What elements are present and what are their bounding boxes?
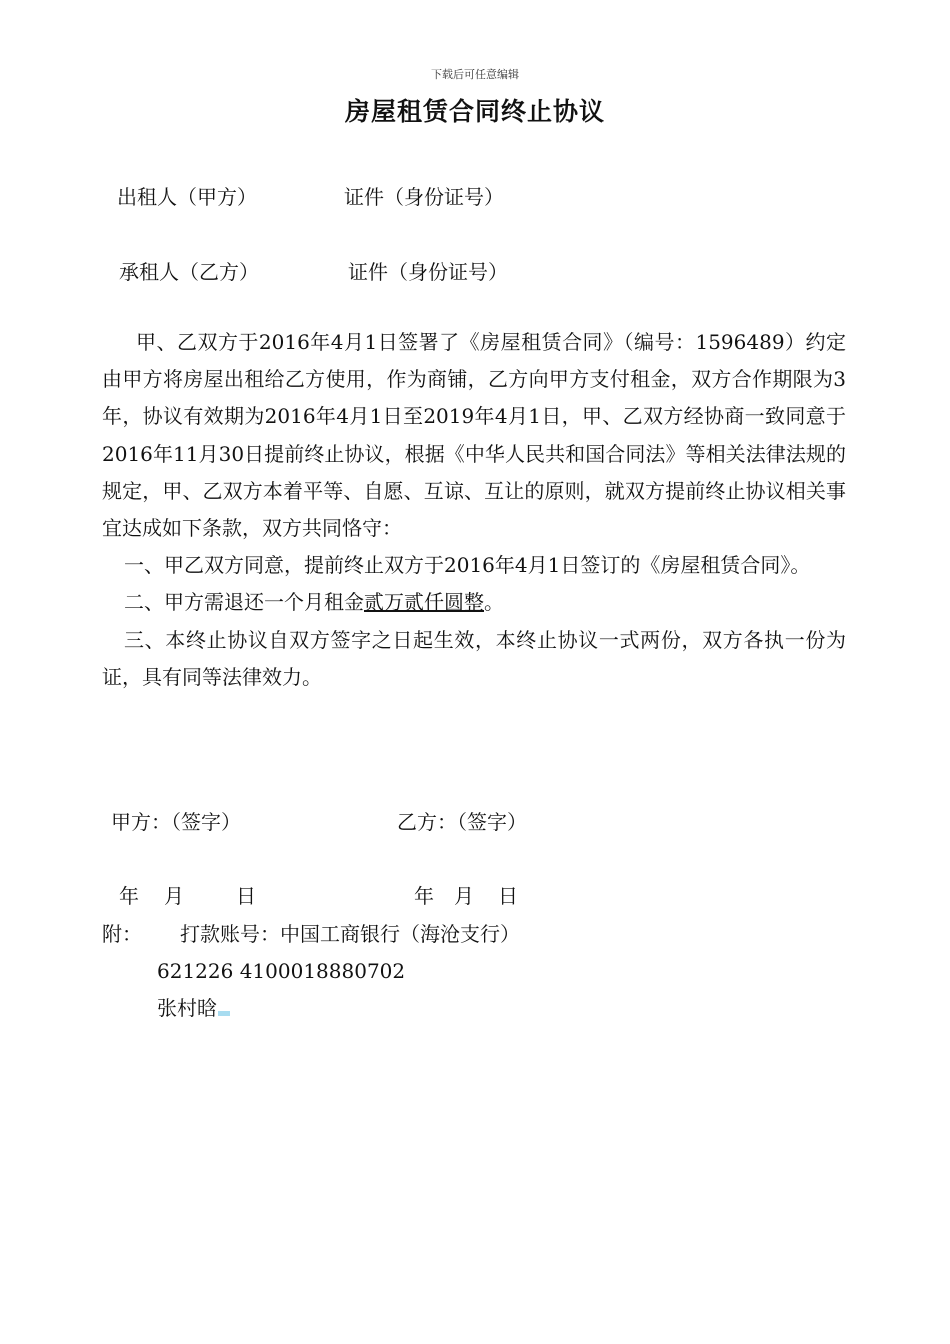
lessor-label: 出租人（甲方）	[117, 185, 257, 209]
appendix-label: 附：	[102, 922, 142, 946]
account-name-line	[102, 990, 520, 1027]
lessee-label: 承租人（乙方）	[119, 260, 259, 284]
bank-account-info: 打款账号：中国工商银行（海沧支行）	[180, 922, 520, 946]
intro-paragraph: 甲、乙双方于2016年4月1日签署了《房屋租赁合同》（编号：1596489）约定由甲方将房屋出租给乙方使用，作为商铺，乙方向甲方支付租金，双方合作期限为3年，协议有效期为2016年4月1日至2019年4月1日，甲、乙双方经协商一致同意于2016年11月30日提前终止协议，根据《中华人民共和国合同法》等相关法律法规的规定，甲、乙双方本着平等、自愿、互谅、互让的原则，就双方提前终止协议相关事宜达成如下条款，双方共同恪守：	[102, 330, 846, 541]
lessee-row	[0, 256, 950, 286]
document-title: 房屋租赁合同终止协议	[344, 97, 605, 126]
party-a-day: 日	[236, 884, 256, 908]
clause-3: 三、本终止协议自双方签字之日起生效，本终止协议一式两份，双方各执一份为证，具有同等法律效力。	[102, 627, 846, 689]
clause-2-end: 。	[484, 590, 504, 615]
refund-amount: 贰万贰仟圆整	[364, 590, 484, 615]
account-name: 张村晗	[157, 996, 217, 1020]
appendix	[102, 916, 520, 1027]
account-number: 621226 4100018880702	[157, 959, 406, 983]
party-a-signature: 甲方：（签字）	[111, 810, 241, 834]
clause-1: 一、甲乙双方同意，提前终止双方于2016年4月1日签订的《房屋租赁合同》。	[124, 553, 811, 578]
lessor-id-label: 证件（身份证号）	[344, 185, 504, 209]
party-b-year: 年	[414, 884, 434, 908]
party-b-signature: 乙方：（签字）	[397, 810, 527, 834]
party-a-month: 月	[164, 884, 184, 908]
clause-2-text: 二、甲方需退还一个月租金	[124, 590, 364, 615]
header-note: 下载后可任意编辑	[431, 68, 519, 81]
lessee-id-label: 证件（身份证号）	[348, 260, 508, 284]
lessor-row	[0, 181, 950, 211]
party-b-day: 日	[498, 884, 518, 908]
text-highlight-mark	[218, 1011, 230, 1016]
appendix-account-line	[102, 916, 520, 953]
party-b-month: 月	[454, 884, 474, 908]
clause-2	[102, 584, 846, 621]
agreement-body	[102, 324, 846, 696]
party-a-year: 年	[119, 884, 139, 908]
